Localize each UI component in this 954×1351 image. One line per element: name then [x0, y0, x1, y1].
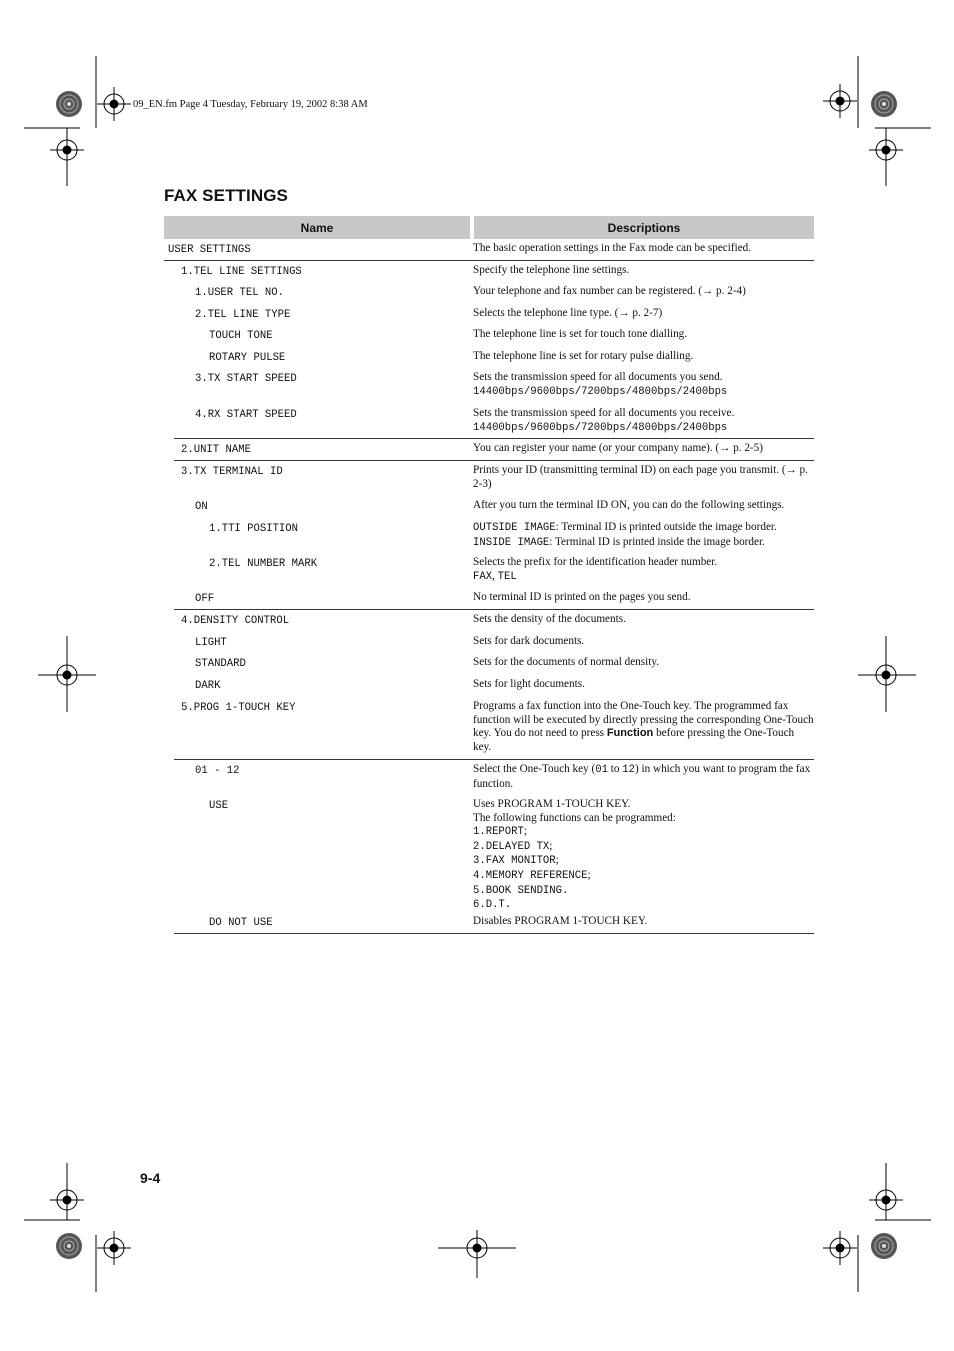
setting-name: 2.TEL LINE TYPE	[195, 309, 291, 321]
setting-description	[473, 261, 814, 282]
description-text: 3.FAX MONITOR	[473, 855, 556, 868]
setting-description	[473, 795, 814, 912]
setting-description	[473, 347, 814, 368]
page-title: FAX SETTINGS	[164, 186, 288, 205]
setting-name: OFF	[195, 593, 215, 605]
setting-name: 1.TTI POSITION	[209, 523, 299, 535]
setting-name: 1.USER TEL NO.	[195, 287, 285, 299]
setting-name: ON	[195, 501, 208, 513]
description-text: No terminal ID is printed on the pages you send.	[473, 591, 691, 603]
table-row	[164, 518, 814, 553]
setting-description	[473, 461, 814, 496]
description-text: ) in which you want to program the fax function.	[473, 763, 811, 790]
table-header	[164, 216, 814, 239]
table-row	[164, 439, 814, 461]
description-text: The telephone line is set for touch tone dialling.	[473, 328, 688, 340]
description-text: 1.REPORT	[473, 826, 524, 839]
setting-description	[473, 675, 814, 697]
table-row	[164, 760, 814, 795]
description-text: before pressing the One-Touch key.	[473, 727, 795, 753]
description-text: Disables PROGRAM 1-TOUCH KEY.	[473, 915, 648, 927]
setting-description	[473, 653, 814, 675]
setting-name: 01 - 12	[195, 765, 240, 777]
setting-description	[473, 588, 814, 610]
description-text: Sets the density of the documents.	[473, 613, 626, 625]
description-text: : Terminal ID is printed outside the image border.	[555, 521, 777, 533]
description-text: FAX	[473, 570, 493, 583]
setting-name: LIGHT	[195, 637, 227, 649]
setting-description	[473, 439, 814, 461]
description-text: ,	[492, 569, 498, 582]
table-row	[164, 675, 814, 697]
setting-name: 4.DENSITY CONTROL	[181, 615, 290, 627]
setting-name: ROTARY PULSE	[209, 352, 286, 364]
description-text: ;	[555, 854, 559, 867]
table-row	[164, 632, 814, 653]
setting-name: 2.UNIT NAME	[181, 444, 251, 456]
description-text: to	[607, 763, 623, 775]
table-row	[164, 368, 814, 404]
setting-description	[473, 496, 814, 518]
table-row	[164, 795, 814, 912]
setting-name: DO NOT USE	[209, 917, 273, 929]
description-text: 2.DELAYED TX	[473, 840, 550, 853]
setting-name: TOUCH TONE	[209, 330, 273, 342]
setting-name: 2.TEL NUMBER MARK	[209, 558, 318, 570]
description-text: You can register your name (or your company name). (→ p. 2-5)	[473, 442, 763, 454]
row-divider	[174, 933, 814, 934]
description-text: 12	[622, 764, 635, 776]
description-text: Your telephone and fax number can be registered. (→ p. 2-4)	[473, 285, 746, 297]
setting-name: 3.TX TERMINAL ID	[181, 466, 283, 478]
description-text: Sets for light documents.	[473, 678, 585, 690]
table-row	[164, 282, 814, 304]
setting-name: 5.PROG 1-TOUCH KEY	[181, 702, 296, 714]
table-row	[164, 697, 814, 760]
description-text: Selects the prefix for the identification header number.	[473, 556, 718, 568]
setting-description	[473, 697, 814, 760]
setting-description	[473, 632, 814, 653]
table-row	[164, 461, 814, 496]
setting-name: USE	[209, 800, 229, 812]
setting-name: 1.TEL LINE SETTINGS	[181, 266, 302, 278]
table-row	[164, 610, 814, 632]
setting-description	[473, 239, 814, 261]
table-row	[164, 239, 814, 261]
table-row	[164, 496, 814, 518]
setting-description	[473, 282, 814, 304]
description-text: The basic operation settings in the Fax mode can be specified.	[473, 242, 752, 254]
page-number: 9-4	[140, 1170, 161, 1186]
description-text: 01	[595, 764, 608, 776]
description-text: 6.D.T.	[473, 899, 512, 912]
file-info-header: 09_EN.fm Page 4 Tuesday, February 19, 2002 8:38 AM	[133, 99, 368, 110]
column-header-name: Name	[164, 216, 470, 239]
setting-description	[473, 610, 814, 632]
description-text: 14400bps/9600bps/7200bps/4800bps/2400bps	[473, 421, 728, 434]
setting-name: USER SETTINGS	[168, 244, 251, 256]
table-row	[164, 653, 814, 675]
setting-description	[473, 304, 814, 325]
table-row	[164, 588, 814, 610]
description-text: Uses PROGRAM 1-TOUCH KEY.	[473, 798, 631, 810]
description-text: 14400bps/9600bps/7200bps/4800bps/2400bps	[473, 385, 728, 398]
description-text: Select the One-Touch key (	[473, 763, 596, 775]
description-text: Sets for the documents of normal density.	[473, 656, 660, 668]
description-text: Sets the transmission speed for all documents you receive.	[473, 407, 735, 419]
setting-name: STANDARD	[195, 658, 246, 670]
description-text: 5.BOOK SENDING.	[473, 884, 569, 897]
description-text: ;	[523, 825, 527, 838]
setting-name: DARK	[195, 680, 221, 692]
description-text: TEL	[497, 570, 517, 583]
description-text: Sets for dark documents.	[473, 635, 585, 647]
setting-description	[473, 912, 814, 934]
table-row	[164, 912, 814, 934]
setting-description	[473, 404, 814, 439]
description-text: : Terminal ID is printed inside the image border.	[549, 535, 765, 548]
setting-name: 3.TX START SPEED	[195, 373, 297, 385]
description-text: INSIDE IMAGE	[473, 536, 550, 549]
description-text: Sets the transmission speed for all documents you send.	[473, 371, 723, 383]
description-text: ;	[587, 868, 591, 881]
setting-name: 4.RX START SPEED	[195, 409, 297, 421]
table-row	[164, 404, 814, 439]
description-text: Prints your ID (transmitting terminal ID) on each page you transmit. (→ p. 2-3)	[473, 464, 808, 490]
setting-description	[473, 553, 814, 588]
description-text: Selects the telephone line type. (→ p. 2-7)	[473, 307, 663, 319]
table-body	[164, 239, 814, 934]
table-row	[164, 325, 814, 347]
table-row	[164, 304, 814, 325]
setting-description	[473, 760, 814, 795]
setting-description	[473, 368, 814, 404]
table-row	[164, 553, 814, 588]
description-text: The telephone line is set for rotary pulse dialling.	[473, 350, 694, 362]
description-text: OUTSIDE IMAGE	[473, 522, 556, 534]
description-text: The following functions can be programmed:	[473, 811, 676, 824]
column-header-descriptions: Descriptions	[474, 216, 814, 239]
description-text: ;	[549, 839, 553, 852]
setting-description	[473, 518, 814, 553]
description-text: After you turn the terminal ID ON, you can do the following settings.	[473, 499, 785, 511]
description-text: Specify the telephone line settings.	[473, 264, 630, 276]
description-text: Programs a fax function into the One-Touch key. The programmed fax function will be executed by directly pressing the corresponding One-Touch key. You do not need to press	[473, 700, 814, 740]
settings-table	[164, 216, 814, 934]
setting-description	[473, 325, 814, 347]
table-row	[164, 347, 814, 368]
table-row	[164, 261, 814, 282]
description-text: Function	[606, 727, 654, 740]
description-text: 4.MEMORY REFERENCE	[473, 869, 588, 882]
